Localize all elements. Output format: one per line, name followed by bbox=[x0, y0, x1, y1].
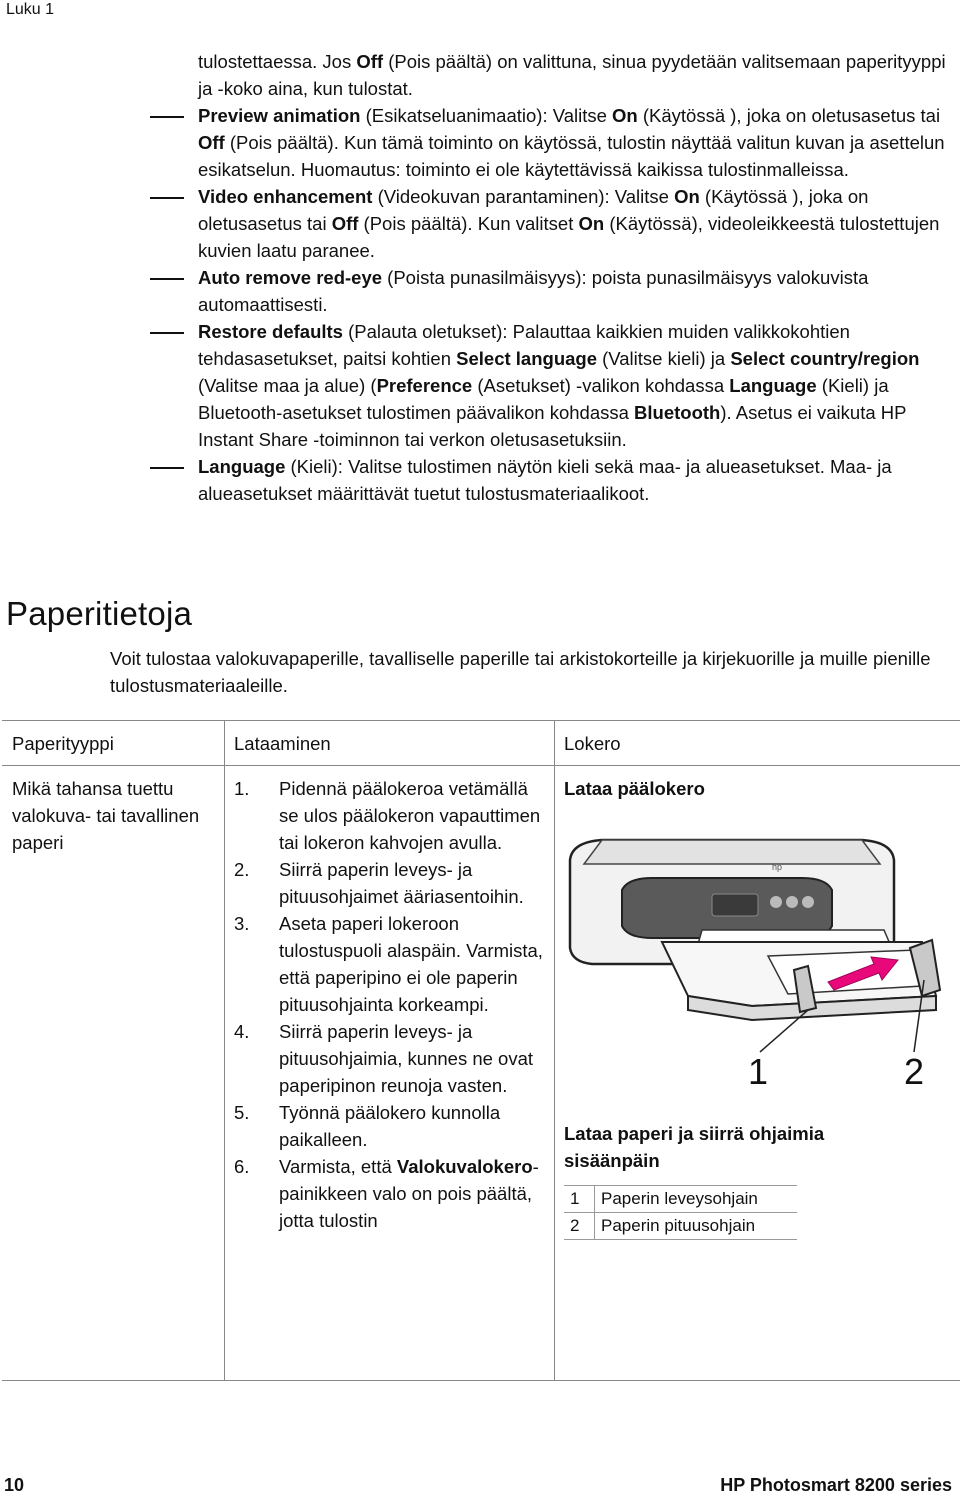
step-number: 4. bbox=[234, 1021, 250, 1042]
step-number: 2. bbox=[234, 859, 250, 880]
legend-label: Paperin leveysohjain bbox=[595, 1186, 798, 1213]
table-column-divider bbox=[224, 720, 225, 1381]
step-text: Aseta paperi lokeroon tulostuspuoli alaspäin. Varmista, että paperipino ei ole paperin pituusohjainta korkeampi. bbox=[279, 913, 543, 1015]
bold-term: On bbox=[674, 186, 700, 207]
hp-logo: hp bbox=[772, 862, 783, 872]
table-bottom-rule bbox=[2, 1380, 960, 1381]
paper-type-cell: Mikä tahansa tuettu valokuva- tai tavallinen paperi bbox=[12, 778, 200, 853]
text-run: (Poista punasilmäisyys): poista punasilmäisyys valokuvista automaattisesti. bbox=[198, 267, 869, 315]
bold-term: Auto remove red-eye bbox=[198, 267, 383, 288]
settings-bullet-list bbox=[198, 102, 958, 507]
step-number: 1. bbox=[234, 778, 250, 799]
table-header-tray: Lokero bbox=[564, 733, 621, 754]
bold-term: Off bbox=[198, 132, 225, 153]
paper-stack bbox=[768, 950, 922, 994]
figure-caption: Lataa paperi ja siirrä ohjaimia sisäänpäin bbox=[564, 1123, 825, 1171]
callout-1: 1 bbox=[747, 1051, 769, 1090]
text-run: (Kieli): Valitse tulostimen näytön kieli sekä maa- ja alueasetukset. Maa- ja alueasetukset määrittävät tuetut tulostusmateriaalikoot. bbox=[198, 456, 892, 504]
chapter-label: Luku 1 bbox=[6, 1, 55, 18]
control-button bbox=[770, 896, 782, 908]
step-number: 5. bbox=[234, 1102, 250, 1123]
bullet-preview-animation bbox=[198, 102, 958, 183]
printer-illustration bbox=[562, 830, 952, 1090]
bullet-language bbox=[198, 453, 958, 507]
step-item bbox=[234, 856, 552, 910]
text-run: (Käytössä ), joka on oletusasetus tai bbox=[198, 186, 869, 234]
printer-lid bbox=[584, 840, 880, 864]
bold-term: Valokuvalokero bbox=[396, 1156, 533, 1177]
text-run: (Esikatseluanimaatio): Valitse bbox=[360, 105, 613, 126]
bold-term: Preview animation bbox=[198, 105, 361, 126]
bullet-video-enhancement bbox=[198, 183, 958, 264]
step-text: Työnnä päälokero kunnolla paikalleen. bbox=[279, 1102, 501, 1150]
step-item bbox=[234, 1018, 552, 1099]
intro-paragraph-continuation bbox=[198, 48, 948, 102]
text-run: (Valitse kieli) ja bbox=[597, 348, 731, 369]
section-intro: Voit tulostaa valokuvapaperille, tavalliselle paperille tai arkistokorteille ja kirjekuorille ja muille pienille tulostusmateriaaleille. bbox=[110, 648, 931, 696]
step-item bbox=[234, 910, 552, 1018]
text-run: (Asetukset) -valikon kohdassa bbox=[472, 375, 730, 396]
table-top-rule bbox=[2, 720, 960, 721]
bold-term: Language bbox=[198, 456, 286, 477]
text-run: (Kieli) ja Bluetooth-asetukset tulostimen päävalikon kohdassa bbox=[198, 375, 889, 423]
text-run: (Valitse maa ja alue) ( bbox=[198, 375, 377, 396]
step-item bbox=[234, 1099, 552, 1153]
table-column-divider bbox=[554, 720, 555, 1381]
bold-term: Language bbox=[729, 375, 817, 396]
text-run: (Käytössä), videoleikkeestä tulostettujen kuvien laatu paranee. bbox=[198, 213, 940, 261]
text-run: tulostettaessa. Jos bbox=[198, 51, 357, 72]
bold-term: Preference bbox=[376, 375, 473, 396]
legend-number: 1 bbox=[564, 1186, 595, 1213]
table-header-loading: Lataaminen bbox=[234, 733, 331, 754]
step-text: -painikkeen valo on pois päältä, jotta tulostin bbox=[279, 1156, 539, 1231]
step-item bbox=[234, 1153, 552, 1234]
tray-title: Lataa päälokero bbox=[564, 778, 705, 799]
bold-term: On bbox=[612, 105, 638, 126]
callout-2: 2 bbox=[903, 1051, 925, 1090]
bold-term: Bluetooth bbox=[634, 402, 721, 423]
step-text: Siirrä paperin leveys- ja pituusohjaimet ääriasentoihin. bbox=[279, 859, 524, 907]
table-header-paper-type: Paperityyppi bbox=[12, 733, 114, 754]
table-header-rule bbox=[2, 765, 960, 766]
bold-term: Restore defaults bbox=[198, 321, 343, 342]
text-run: (Videokuvan parantaminen): Valitse bbox=[372, 186, 675, 207]
bold-term: Off bbox=[331, 213, 359, 234]
step-text: Siirrä paperin leveys- ja pituusohjaimia, kunnes ne ovat paperipinon reunoja vasten. bbox=[279, 1021, 534, 1096]
display-screen bbox=[712, 894, 758, 916]
text-run: (Palauta oletukset): Palauttaa kaikkien muiden valikkokohtien tehdasasetukset, paitsi kohtien bbox=[198, 321, 850, 369]
step-number: 6. bbox=[234, 1156, 250, 1177]
legend-row bbox=[564, 1213, 797, 1240]
loading-steps bbox=[234, 775, 552, 1234]
text-run: (Pois päältä). Kun tämä toiminto on käytössä, tulostin näyttää valitun kuvan ja asettelun esikatselun. Huomautus: toiminto ei ole käytettävissä kaikissa tulostinmalleissa. bbox=[198, 132, 945, 180]
text-run: (Pois päältä) on valittuna, sinua pyydetään valitsemaan paperityyppi ja -koko aina, kun tulostat. bbox=[198, 51, 946, 99]
bold-term: Select country/region bbox=[730, 348, 920, 369]
legend-row bbox=[564, 1186, 797, 1213]
figure-legend bbox=[564, 1185, 797, 1240]
bold-term: On bbox=[578, 213, 605, 234]
bold-term: Select language bbox=[456, 348, 597, 369]
step-text: Pidennä päälokeroa vetämällä se ulos päälokeron vapauttimen tai lokeron kahvojen avulla. bbox=[279, 778, 541, 853]
text-run: (Pois päältä). Kun valitset bbox=[358, 213, 579, 234]
text-run: (Käytössä ), joka on oletusasetus tai bbox=[637, 105, 941, 126]
bullet-restore-defaults bbox=[198, 318, 958, 453]
bold-term: Off bbox=[356, 51, 384, 72]
bullet-auto-remove-red-eye bbox=[198, 264, 958, 318]
section-heading: Paperitietoja bbox=[6, 595, 193, 632]
text-run: ). Asetus ei vaikuta HP Instant Share -toiminnon tai verkon oletusasetuksiin. bbox=[198, 402, 907, 450]
control-button bbox=[802, 896, 814, 908]
bold-term: Video enhancement bbox=[198, 186, 373, 207]
legend-label: Paperin pituusohjain bbox=[595, 1213, 798, 1240]
page-number: 10 bbox=[4, 1475, 25, 1495]
step-text: Varmista, että bbox=[279, 1156, 397, 1177]
step-number: 3. bbox=[234, 913, 250, 934]
control-button bbox=[786, 896, 798, 908]
legend-number: 2 bbox=[564, 1213, 595, 1240]
step-item bbox=[234, 775, 552, 856]
product-name: HP Photosmart 8200 series bbox=[720, 1475, 952, 1495]
